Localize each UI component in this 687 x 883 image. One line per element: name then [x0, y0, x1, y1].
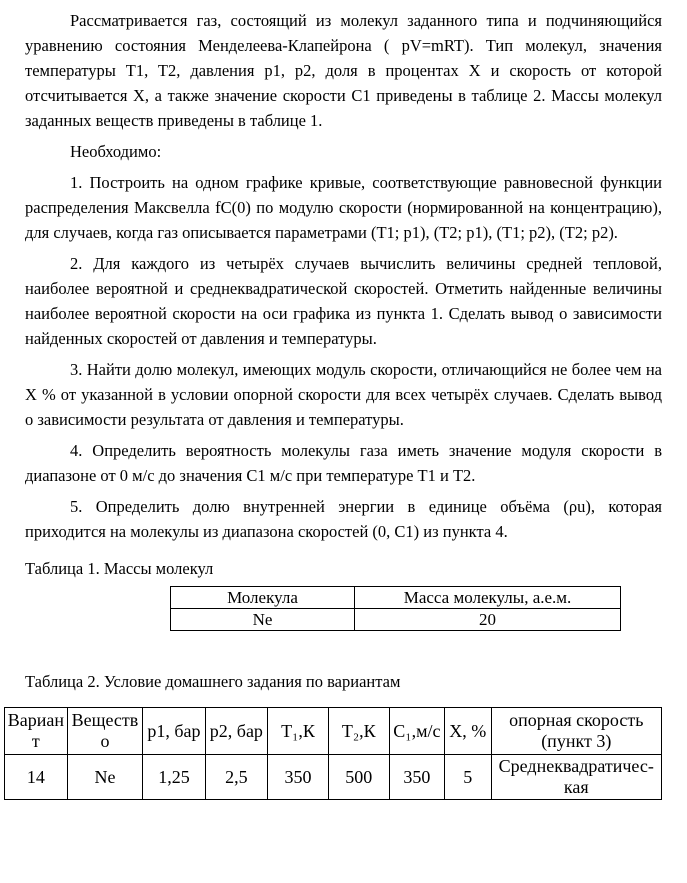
task-item-2: 2. Для каждого из четырёх случаев вычислить величины средней тепловой, наиболее вероятной и среднеквадратической скоростей. Отметить найденные величины наиболее вероятной скорости на оси графика из пункта 1. Сделать вывод о зависимости найденных скоростей от давления и температуры.: [25, 254, 662, 348]
table2-header-ref-speed: опорная скорость (пункт 3): [491, 708, 661, 755]
table2-data-row: [5, 755, 662, 800]
paragraph-necessary: Необходимо:: [70, 142, 162, 161]
table2-header-p1: p1, бар: [143, 708, 205, 755]
table2-caption: Таблица 2. Условие домашнего задания по вариантам: [25, 672, 401, 691]
table2-variant-conditions: [4, 707, 662, 800]
table2-header-row: [5, 708, 662, 755]
task-item-5: 5. Определить долю внутренней энергии в единице объёма (ρu), которая приходится на молекулы из диапазона скоростей (0, C1) из пункта 4.: [25, 497, 662, 541]
table2-header-t1: T₁,К: [268, 708, 329, 755]
paragraph-intro: Рассматривается газ, состоящий из молекул заданного типа и подчиняющийся уравнению состояния Менделеева-Клапейрона ( pV=mRT). Тип молекул, значения температуры T1, T2, давления p1, p2, доля в процентах X и скорость от которой отсчитывается X, а также значение скорости C1 приведены в таблице 2. Массы молекул заданных веществ приведены в таблице 1.: [25, 11, 662, 130]
table2-header-substance: Вещество: [67, 708, 143, 755]
task-item-3: 3. Найти долю молекул, имеющих модуль скорости, отличающийся не более чем на X % от указанной в условии опорной скорости для всех четырёх случаев. Сделать вывод о зависимости результата от давления и температуры.: [25, 360, 662, 429]
table1-cell-mass: 20: [355, 609, 621, 631]
table1-caption: Таблица 1. Массы молекул: [25, 559, 214, 578]
table2-cell-x: 5: [445, 755, 491, 800]
table2-header-x: X, %: [445, 708, 491, 755]
table2-cell-substance: Ne: [67, 755, 143, 800]
table2-header-c1: C₁,м/с: [389, 708, 444, 755]
table2-cell-variant: 14: [5, 755, 68, 800]
table1-molecule-masses: [170, 586, 621, 631]
table1-data-row: [171, 609, 621, 631]
table2-cell-p2: 2,5: [205, 755, 267, 800]
table2-cell-t2: 500: [328, 755, 389, 800]
table2-header-variant: Вариант: [5, 708, 68, 755]
table2-cell-ref-speed: Среднеквадратичес-кая: [491, 755, 661, 800]
table1-header-mass: Масса молекулы, а.е.м.: [355, 587, 621, 609]
table2-cell-t1: 350: [268, 755, 329, 800]
table2-header-p2: p2, бар: [205, 708, 267, 755]
task-item-1: 1. Построить на одном графике кривые, соответствующие равновесной функции распределения Максвелла fC(0) по модулю скорости (нормированной на концентрацию), для случаев, когда газ описывается параметрами (T1; p1), (T2; p1), (T1; p2), (T2; p2).: [25, 173, 662, 242]
task-item-4: 4. Определить вероятность молекулы газа иметь значение модуля скорости в диапазоне от 0 м/с до значения C1 м/с при температуре T1 и T2.: [25, 441, 662, 485]
table1-cell-molecule: Ne: [171, 609, 355, 631]
table2-cell-p1: 1,25: [143, 755, 205, 800]
table2-cell-c1: 350: [389, 755, 444, 800]
table2-header-t2: T₂,К: [328, 708, 389, 755]
table1-header-row: [171, 587, 621, 609]
table1-header-molecule: Молекула: [171, 587, 355, 609]
